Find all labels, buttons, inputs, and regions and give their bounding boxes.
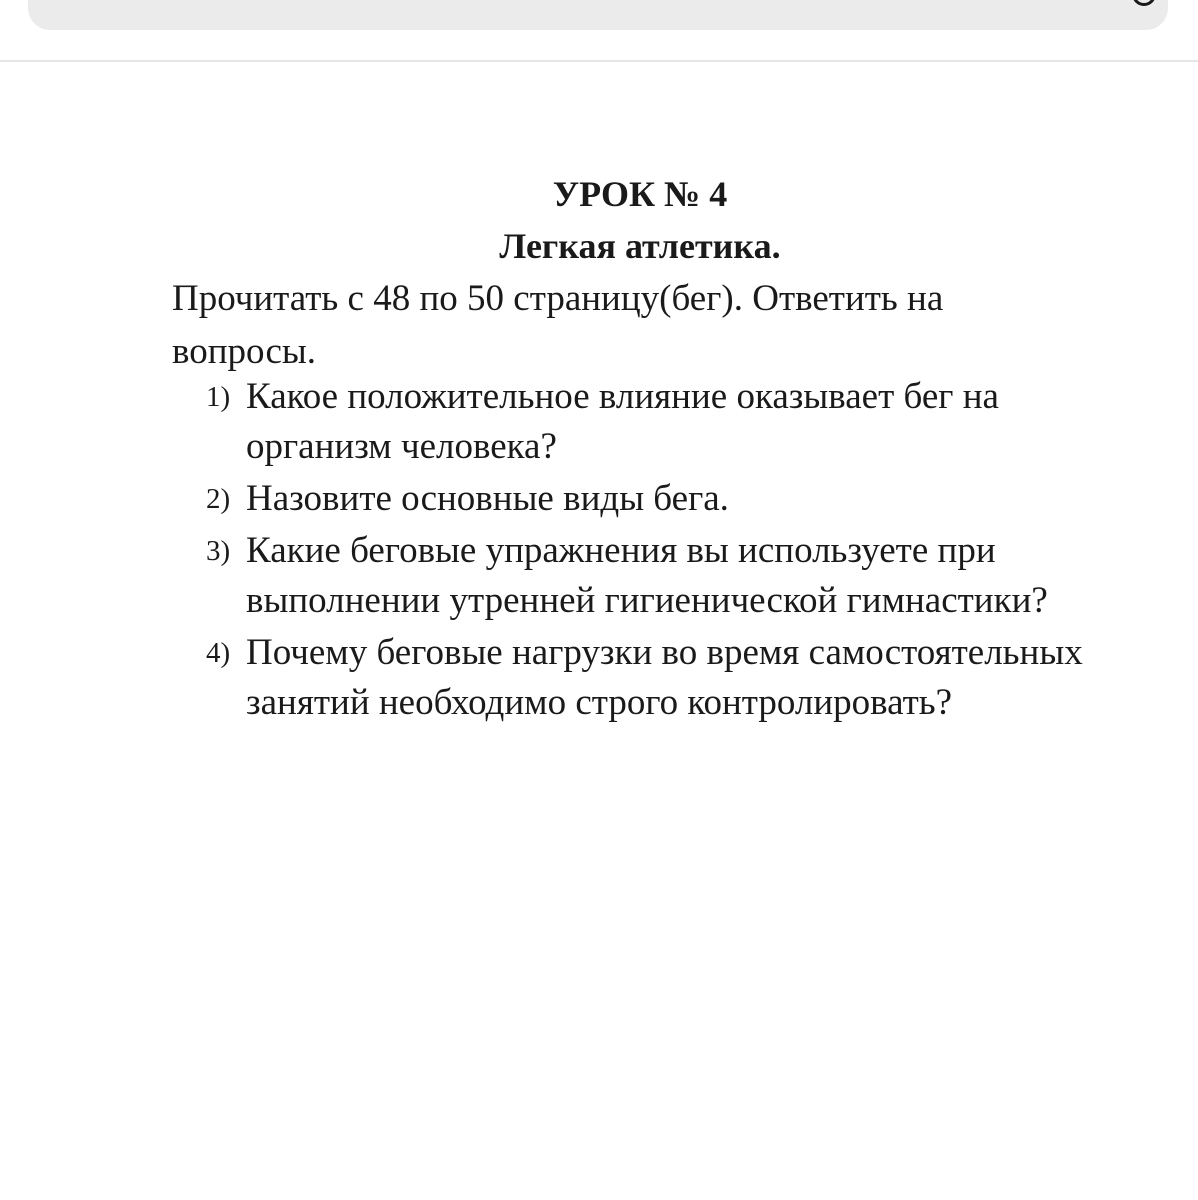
lesson-instructions: Прочитать с 48 по 50 страницу(бег). Ответить на вопросы. [172, 278, 944, 372]
question-number: 2) [206, 483, 231, 515]
question-item [206, 526, 1126, 626]
address-bar[interactable] [28, 0, 1168, 30]
lesson-title: УРОК № 4 [552, 174, 728, 214]
question-item [206, 474, 1126, 524]
question-item [206, 372, 1126, 472]
question-number: 1) [206, 381, 231, 413]
question-number: 4) [206, 637, 231, 669]
lesson-subtitle: Легкая атлетика. [499, 226, 781, 266]
document-page [0, 62, 1198, 1200]
question-item [206, 628, 1126, 728]
reload-icon[interactable] [1132, 0, 1156, 6]
question-number: 3) [206, 535, 231, 567]
question-text: Назовите основные виды бега. [246, 478, 729, 519]
question-text: Какое положительное влияние оказывает бег на организм человека? [246, 376, 999, 467]
browser-top-bar [0, 0, 1198, 62]
question-list [206, 372, 1126, 730]
question-text: Какие беговые упражнения вы используете при выполнении утренней гигиенической гимнастики? [246, 530, 1048, 621]
question-text: Почему беговые нагрузки во время самостоятельных занятий необходимо строго контролировать? [246, 632, 1083, 723]
